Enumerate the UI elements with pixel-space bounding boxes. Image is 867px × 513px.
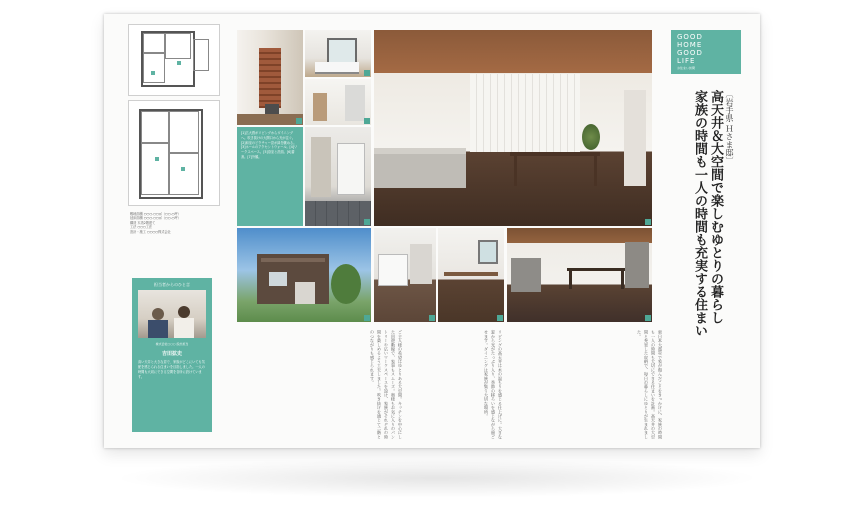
page-shadow bbox=[112, 458, 762, 498]
photo-caption: [1]広大感がリビングからダイニングへ。吹き抜けの大開口から光が注ぐ。[2]和室のピクチャー窓が緑を眺める。[3]ホールのアクセントウォール。[4]ワークスペース。[5]浴室と洗面。[6]書斎。[7]外観。 bbox=[241, 131, 298, 159]
headline-title-1: 高天井＆大空間で楽しむゆとりの暮らし bbox=[708, 90, 723, 324]
body-text-middle: リビングの高天井は木の温もりを感じる仕上げに。大きな窓から光がたっぷり入り、季節の移ろいを感じながら過ごせます。ダイニングは家族が集う大切な場所。 bbox=[484, 330, 503, 439]
designer-photo bbox=[138, 290, 206, 338]
photo-staircase bbox=[237, 30, 303, 125]
photo-living-room bbox=[374, 30, 652, 226]
logo-line2: HOME bbox=[677, 41, 703, 49]
photo-workspace bbox=[438, 228, 504, 322]
floor-plan-2f bbox=[128, 100, 220, 206]
photo-kitchen bbox=[374, 228, 436, 322]
magazine-spread bbox=[104, 14, 760, 448]
designer-role: 株式会社○○○ 設計担当 bbox=[155, 342, 189, 346]
photo-entrance bbox=[305, 127, 371, 226]
photo-bedroom bbox=[305, 30, 371, 77]
logo-line3: GOOD bbox=[677, 49, 703, 57]
good-home-good-life-logo bbox=[671, 30, 741, 74]
photo-dining bbox=[507, 228, 652, 322]
photo-caption-panel bbox=[237, 127, 303, 226]
logo-line1: GOOD bbox=[677, 33, 703, 41]
house-specs: 敷地面積 ○○○.○○㎡（○○.○坪） 延床面積 ○○○.○○㎡（○○.○坪） 構造 木造2階建て 工法 ○○○工法 設計・施工 ○○○○株式会社 bbox=[130, 212, 181, 234]
body-text-left: ご主人様の希望はゆとりある大空間。キッチンを中心にした回遊動線で、家事もスムーズ。奥様もお気に入りのパントリーや広いワークスペースを設け、家族がそれぞれの時間を楽しめるよう工夫しました。吹き抜けを通じて二階とのつながりも感じられます。 bbox=[370, 330, 403, 439]
headline-title-2: 家族の時間も一人の時間も充実する住まい bbox=[692, 90, 707, 337]
designer-name: 吉田拡史 bbox=[161, 351, 182, 357]
logo-line4: LIFE bbox=[677, 57, 696, 65]
floor-plan-1f bbox=[128, 24, 220, 96]
designer-box-title: 担当者からのひと言 bbox=[154, 282, 190, 287]
photo-exterior bbox=[237, 228, 371, 322]
body-text-right: 東日本大震災で家が傷んだことをきっかけに、家族の時間も一人の時間も大切にできる住まいを計画。高天井の大空間と充実した収納で、毎日の暮らしにゆとりが生まれました。 bbox=[637, 330, 663, 439]
photo-hall bbox=[305, 79, 371, 125]
logo-sub: お住まい訪問 bbox=[677, 66, 696, 70]
designer-comment: 高い天井と大きな窓で、家族がどこにいても気配を感じられる住まいを目指しました。一人の時間も大切にできる空間を各所に設けています。 bbox=[138, 360, 205, 379]
designer-comment-box bbox=[132, 278, 212, 432]
headline-location: 〔岩手県 Ｈさま邸〕 bbox=[725, 90, 734, 165]
